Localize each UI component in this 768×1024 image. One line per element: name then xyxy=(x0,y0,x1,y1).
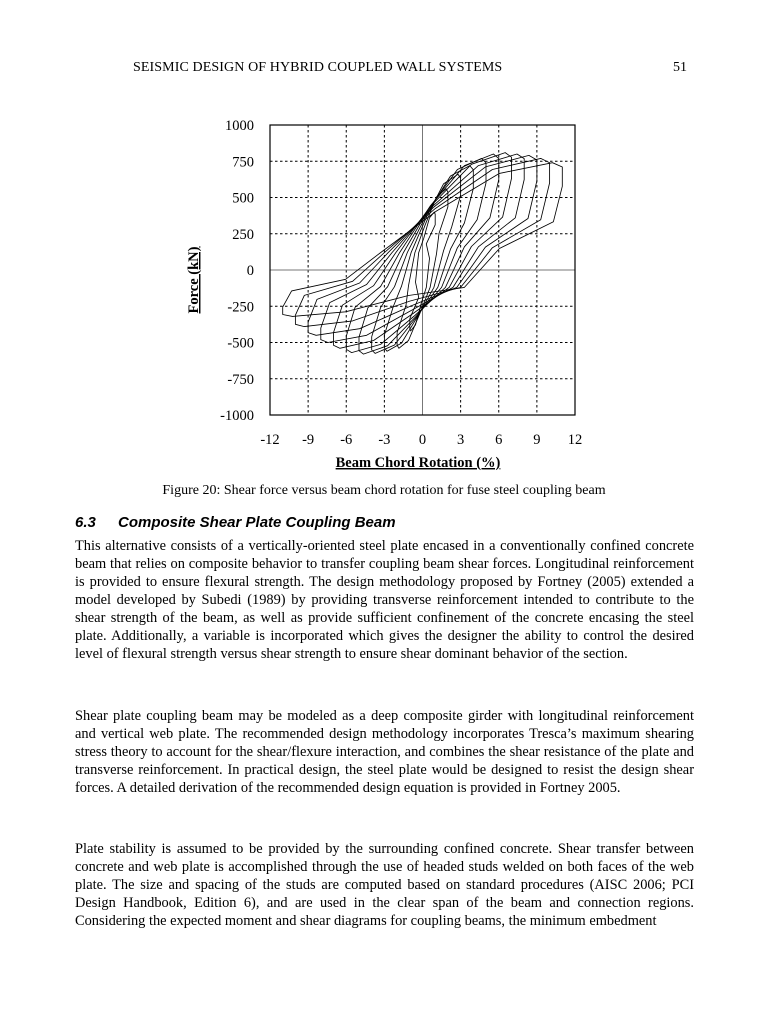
x-tick-label-6: 6 xyxy=(495,432,503,448)
chart-x-axis-label: Beam Chord Rotation (%) xyxy=(335,455,501,471)
page-number: 51 xyxy=(673,60,687,75)
y-tick-label-3: 250 xyxy=(232,226,254,243)
y-tick-label-8: -1000 xyxy=(220,408,254,424)
chart-x-tick-labels xyxy=(260,432,582,448)
paragraph-1: This alternative consists of a vertically-oriented steel plate encased in a conventionally confined concrete beam that relies on composite behavior to transfer coupling beam shear forces. Longitudinal reinforcement is provided to ensure flexural strength. The design methodology proposed by Fortney (2005) extended a model developed by Subedi (1989) by providing transverse reinforcement intended to contribute to the shear strength of the beam, as well as provide sufficient confinement of the concrete encasing the steel plate. Additionally, a variable is incorporated which gives the designer the ability to control the desired level of flexural strength versus shear strength to ensure shear dominant behavior of the section. xyxy=(75,538,694,662)
y-tick-label-4: 0 xyxy=(246,263,254,279)
x-tick-label-5: 3 xyxy=(457,432,465,448)
hysteresis-chart xyxy=(0,0,768,480)
chart-grid xyxy=(270,125,575,415)
x-tick-label-2: -6 xyxy=(340,432,353,448)
chart-y-tick-labels xyxy=(220,118,254,424)
y-tick-label-1: 750 xyxy=(232,154,254,171)
y-tick-label-0: 1000 xyxy=(225,118,254,134)
section-title: Composite Shear Plate Coupling Beam xyxy=(118,514,396,531)
section-heading xyxy=(75,514,396,531)
section-number: 6.3 xyxy=(75,514,96,531)
x-tick-label-0: -12 xyxy=(260,432,280,448)
x-tick-label-7: 9 xyxy=(533,432,541,448)
x-tick-label-1: -9 xyxy=(302,432,315,448)
x-tick-label-8: 12 xyxy=(567,432,583,448)
y-tick-label-6: -500 xyxy=(227,335,254,352)
figure-caption: Figure 20: Shear force versus beam chord rotation for fuse steel coupling beam xyxy=(162,483,606,498)
paragraph-3: Plate stability is assumed to be provided by the surrounding confined concrete. Shear transfer between concrete and web plate is accomplished through the use of headed studs welded on both faces of the web plate. The size and spacing of the studs are computed based on standard procedures (AISC 2006; PCI Design Handbook, Edition 6), and are used in the clear span of the beam and connection regions. Considering the expected moment and shear diagrams for coupling beams, the minimum embedment xyxy=(75,841,694,929)
chart-y-axis-label: Force (kN) xyxy=(186,246,202,314)
y-tick-label-7: -750 xyxy=(227,371,254,388)
y-tick-label-5: -250 xyxy=(227,299,254,316)
paragraph-2: Shear plate coupling beam may be modeled as a deep composite girder with longitudinal reinforcement and vertical web plate. The recommended design methodology incorporates Tresca’s maximum shearing stress theory to account for the shear/flexure interaction, and combines the shear resistance of the plate and transverse reinforcement. In practical design, the steel plate would be designed to resist the design shear forces. A detailed derivation of the recommended design equation is provided in Fortney 2005. xyxy=(75,708,694,796)
x-tick-label-3: -3 xyxy=(378,432,391,448)
y-tick-label-2: 500 xyxy=(232,190,254,207)
running-head: SEISMIC DESIGN OF HYBRID COUPLED WALL SYSTEMS xyxy=(133,60,503,75)
x-tick-label-4: 0 xyxy=(418,432,427,448)
